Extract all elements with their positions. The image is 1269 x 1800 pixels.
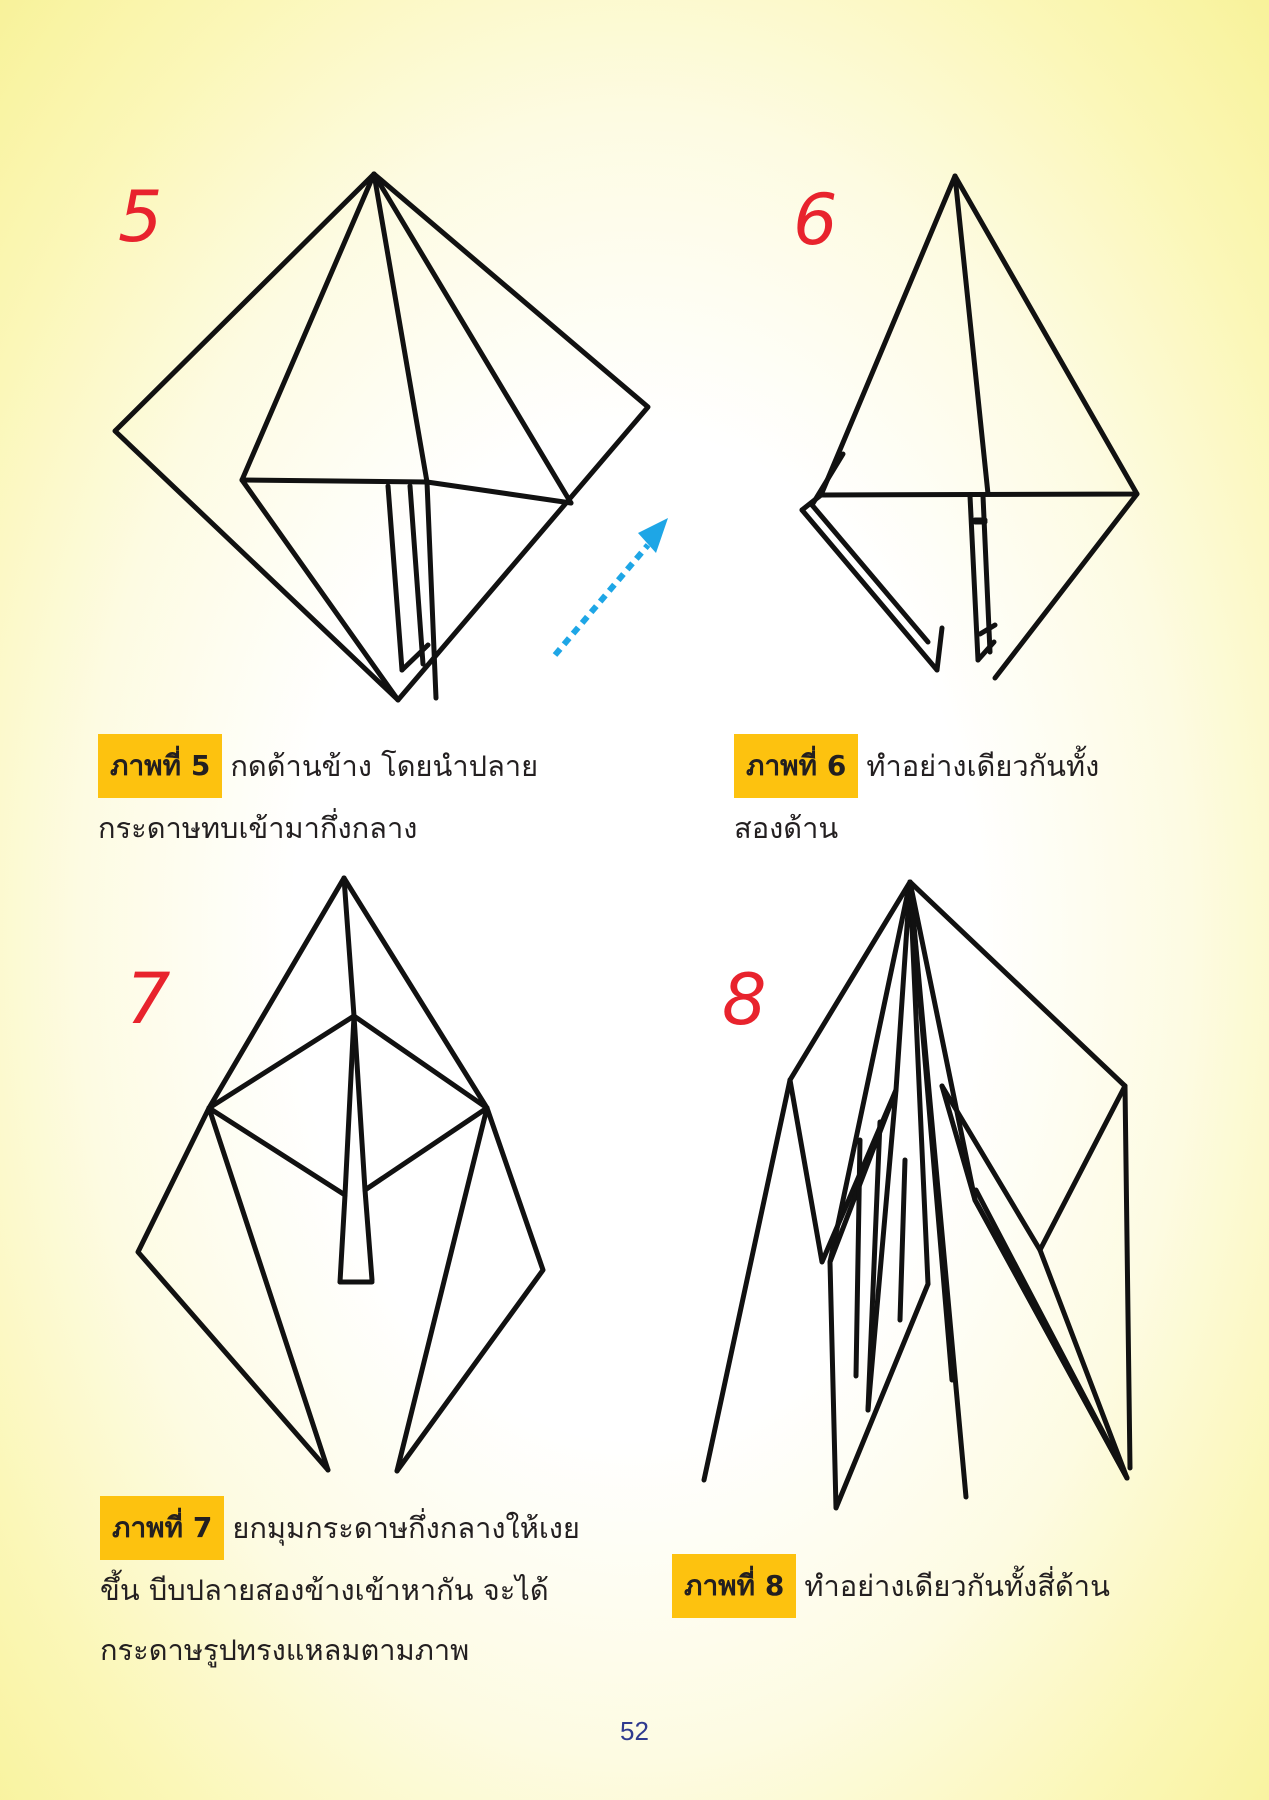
caption-line: กระดาษรูปทรงแหลมตามภาพ xyxy=(100,1633,470,1667)
step-badge: ภาพที่ 8 xyxy=(672,1554,796,1618)
caption-line: สองด้าน xyxy=(734,811,839,845)
step-badge: ภาพที่ 5 xyxy=(98,734,222,798)
caption-line: ทำอย่างเดียวกันทั้ง xyxy=(866,749,1100,783)
step-badge: ภาพที่ 6 xyxy=(734,734,858,798)
caption-line: กระดาษทบเข้ามากึ่งกลาง xyxy=(98,811,418,845)
step-number: 5 xyxy=(118,176,163,258)
page-number: 52 xyxy=(620,1716,649,1746)
step-number: 8 xyxy=(722,959,767,1041)
step-badge: ภาพที่ 7 xyxy=(100,1496,224,1560)
caption-line: กดด้านข้าง โดยนำปลาย xyxy=(230,749,539,783)
caption-line: ขึ้น บีบปลายสองข้างเข้าหากัน จะได้ xyxy=(100,1573,549,1607)
step-number: 6 xyxy=(793,179,838,261)
caption-line: ยกมุมกระดาษกึ่งกลางให้เงย xyxy=(232,1511,580,1545)
caption-step-7 xyxy=(100,1496,660,1680)
caption-line: ทำอย่างเดียวกันทั้งสี่ด้าน xyxy=(804,1569,1110,1603)
caption-step-8 xyxy=(672,1554,1252,1618)
step-number: 7 xyxy=(126,958,171,1040)
